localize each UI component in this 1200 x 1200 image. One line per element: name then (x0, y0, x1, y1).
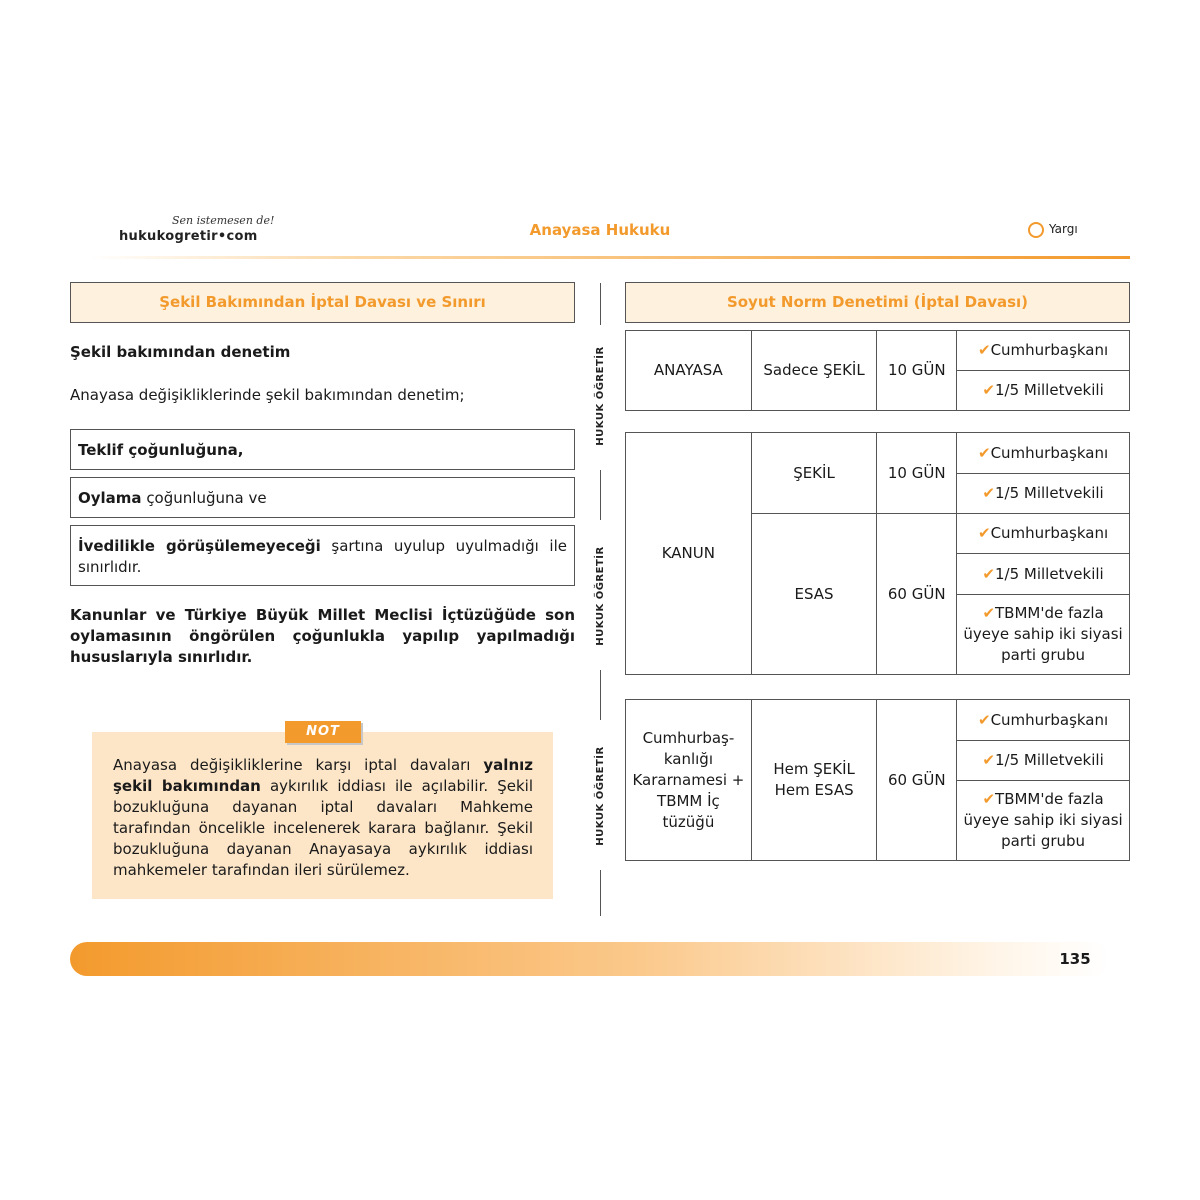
condition-2-bold: Oylama (78, 489, 142, 507)
party-cell: ✔Cumhurbaşkanı (957, 331, 1130, 371)
header-divider (90, 256, 1130, 259)
norm-cell: Cumhurbaş-kanlığı Kararnamesi + TBMM İç tüzüğü (626, 700, 752, 861)
page-title: Anayasa Hukuku (529, 221, 671, 239)
check-icon: ✔ (982, 751, 995, 769)
check-icon: ✔ (978, 341, 991, 359)
scope-cell: ŞEKİL (751, 433, 877, 514)
condition-box-1 (70, 429, 575, 470)
party-cell: ✔Cumhurbaşkanı (957, 700, 1130, 741)
check-icon: ✔ (978, 710, 991, 729)
right-section-title: Soyut Norm Denetimi (İptal Davası) (625, 282, 1130, 323)
party-cell: ✔1/5 Milletvekili (957, 371, 1130, 411)
condition-box-2 (70, 477, 575, 518)
condition-2-text: çoğunluğuna ve (141, 489, 267, 507)
column-divider (600, 670, 601, 720)
watermark-label: HUKUK ÖĞRETİR (595, 546, 606, 646)
circle-icon (1028, 222, 1044, 238)
watermark-label: HUKUK ÖĞRETİR (595, 746, 606, 846)
page-number: 135 (1059, 950, 1091, 968)
period-cell: 60 GÜN (877, 700, 957, 861)
scope-cell: Sadece ŞEKİL (751, 331, 877, 411)
norm-cell: KANUN (626, 433, 752, 675)
party-cell: ✔TBMM'de fazla üyeye sahip iki siyasi parti grubu (957, 595, 1130, 675)
section-label: Yargı (1049, 222, 1078, 236)
check-icon: ✔ (982, 604, 996, 622)
condition-1-text: Teklif çoğunluğuna, (78, 441, 244, 459)
note-tab: NOT (285, 721, 361, 743)
check-icon: ✔ (977, 443, 991, 462)
check-icon: ✔ (982, 564, 995, 583)
anayasa-table (625, 330, 1130, 411)
left-section-title: Şekil Bakımından İptal Davası ve Sınırı (70, 282, 575, 323)
condition-box-3 (70, 525, 575, 586)
column-divider (600, 870, 601, 916)
period-cell: 10 GÜN (877, 433, 957, 514)
watermark-label: HUKUK ÖĞRETİR (595, 346, 606, 446)
check-icon: ✔ (982, 381, 995, 399)
logo-tagline: Sen istemesen de! (172, 214, 275, 227)
note-text-end: aykırılık iddiası ile açılabilir. Şekil bozukluğuna dayanan iptal davaları Mahkeme tarafından öncelikle incelenerek karara bağlanır. Şekil bozukluğuna dayanan Anayasaya aykırılık iddiası mahkemeler tarafından ileri sürülemez. (113, 777, 533, 879)
limits-paragraph: Kanunlar ve Türkiye Büyük Millet Meclisi İçtüzüğüde son oylamasının öngörülen çoğunlukla yapılıp yapılmadığı hususlarıyla sınırlıdır. (70, 606, 575, 666)
scope-cell: Hem ŞEKİL Hem ESAS (751, 700, 877, 861)
condition-3-text: şartına uyulup uyulmadığı ile sınırlıdır. (78, 537, 567, 576)
kararname-table (625, 699, 1130, 861)
note-text-start: Anayasa değişikliklerine karşı iptal davaları (113, 756, 484, 774)
party-cell: ✔1/5 Milletvekili (957, 741, 1130, 781)
intro-text: Anayasa değişikliklerinde şekil bakımından denetim; (70, 386, 465, 404)
logo: hukukogretir•com (119, 229, 258, 244)
note-text-bold: yalnız şekil bakımından (113, 756, 533, 795)
footer-bar (70, 942, 1110, 976)
period-cell: 60 GÜN (877, 514, 957, 675)
check-icon: ✔ (982, 790, 996, 808)
subheading: Şekil bakımından denetim (70, 343, 291, 361)
condition-3-bold: İvedilikle görüşülemeyeceği (78, 537, 321, 555)
period-cell: 10 GÜN (877, 331, 957, 411)
check-icon: ✔ (982, 484, 995, 502)
kanun-table (625, 432, 1130, 675)
party-cell: ✔Cumhurbaşkanı (957, 433, 1130, 474)
party-cell: ✔TBMM'de fazla üyeye sahip iki siyasi parti grubu (957, 781, 1130, 861)
party-cell: ✔Cumhurbaşkanı (957, 514, 1130, 554)
party-cell: ✔1/5 Milletvekili (957, 554, 1130, 595)
check-icon: ✔ (977, 524, 991, 542)
column-divider (600, 470, 601, 520)
norm-cell: ANAYASA (626, 331, 752, 411)
party-cell: ✔1/5 Milletvekili (957, 474, 1130, 514)
note-text (113, 755, 533, 881)
scope-cell: ESAS (751, 514, 877, 675)
